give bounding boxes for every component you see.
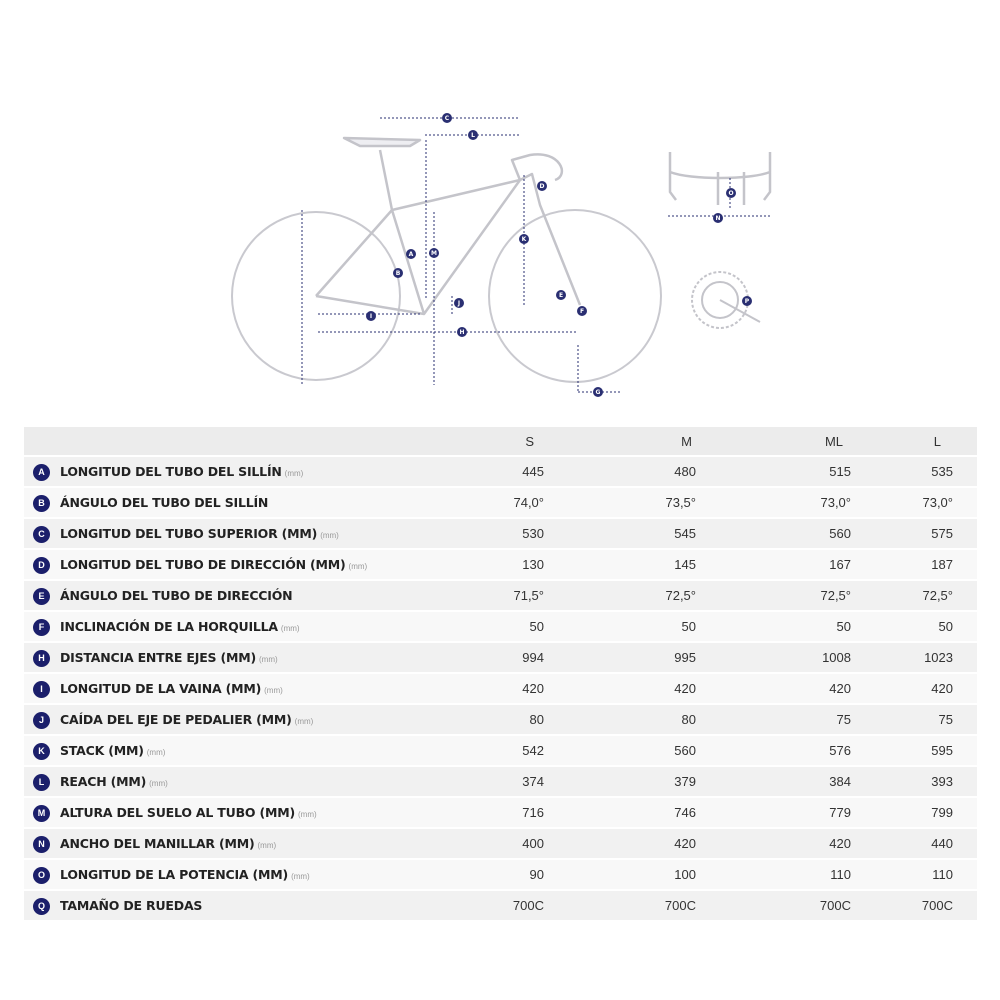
value-cell-s: 71,5° [400,580,550,611]
table-row [24,704,977,735]
row-letter-cell [24,611,60,642]
badge-g [593,387,603,397]
svg-text:E: E [558,292,564,299]
row-letter-cell [24,642,60,673]
header-blank [24,427,60,456]
row-label-cell [60,766,400,797]
dimension-letter-badge: Q [33,898,50,915]
badge-f [577,306,587,316]
value-cell-s: 445 [400,456,550,487]
value-cell-l: 535 [857,456,977,487]
row-label-cell [60,518,400,549]
row-label-cell [60,549,400,580]
badge-h [457,327,467,337]
measurement-unit: (mm) [257,840,277,850]
row-label-cell [60,487,400,518]
value-cell-ml: 700C [702,890,857,921]
value-cell-l: 393 [857,766,977,797]
value-cell-l: 440 [857,828,977,859]
value-cell-s: 530 [400,518,550,549]
row-letter-cell [24,890,60,921]
value-cell-ml: 72,5° [702,580,857,611]
value-cell-ml: 50 [702,611,857,642]
row-letter-cell [24,518,60,549]
svg-text:K: K [521,236,527,243]
measurement-label: LONGITUD DEL TUBO SUPERIOR (MM) [60,525,318,541]
value-cell-ml: 167 [702,549,857,580]
value-cell-m: 145 [550,549,702,580]
table-row [24,549,977,580]
svg-text:F: F [579,308,585,315]
badge-p [742,296,752,306]
measurement-label: CAÍDA DEL EJE DE PEDALIER (MM) [60,711,292,727]
value-cell-m: 50 [550,611,702,642]
row-label-cell [60,828,400,859]
value-cell-s: 74,0° [400,487,550,518]
table-row [24,828,977,859]
row-label-cell [60,859,400,890]
value-cell-m: 995 [550,642,702,673]
value-cell-m: 80 [550,704,702,735]
svg-text:N: N [715,215,721,222]
row-letter-cell [24,859,60,890]
svg-text:L: L [471,132,475,139]
value-cell-m: 73,5° [550,487,702,518]
value-cell-m: 100 [550,859,702,890]
value-cell-l: 187 [857,549,977,580]
measurement-unit: (mm) [149,778,168,788]
measurement-unit: (mm) [280,623,300,633]
value-cell-ml: 384 [702,766,857,797]
value-cell-m: 420 [550,828,702,859]
value-cell-ml: 73,0° [702,487,857,518]
row-letter-cell [24,580,60,611]
measurement-unit: (mm) [320,530,339,540]
svg-text:A: A [408,251,414,258]
row-label-cell [60,611,400,642]
dimension-letter-badge: C [33,526,50,543]
value-cell-m: 480 [550,456,702,487]
value-cell-s: 542 [400,735,550,766]
measurement-label: LONGITUD DEL TUBO DE DIRECCIÓN (MM) [60,556,346,572]
value-cell-s: 716 [400,797,550,828]
value-cell-ml: 515 [702,456,857,487]
svg-text:I: I [369,313,373,320]
row-letter-cell [24,487,60,518]
value-cell-ml: 576 [702,735,857,766]
row-label-cell [60,890,400,921]
value-cell-m: 420 [550,673,702,704]
table-row [24,859,977,890]
header-blank-label [60,427,400,456]
dimension-letter-badge: L [33,774,50,791]
value-cell-l: 75 [857,704,977,735]
measurement-unit: (mm) [291,871,310,881]
measurement-label: DISTANCIA ENTRE EJES (MM) [60,649,257,665]
size-header-ml: ML [702,427,857,456]
value-cell-s: 994 [400,642,550,673]
value-cell-m: 700C [550,890,702,921]
row-letter-cell [24,456,60,487]
dimension-letter-badge: I [33,681,50,698]
row-label-cell [60,735,400,766]
dimension-letter-badge: K [33,743,50,760]
badge-a [406,249,416,259]
value-cell-l: 700C [857,890,977,921]
table-row [24,673,977,704]
dimension-letter-badge: M [33,805,50,822]
row-letter-cell [24,797,60,828]
value-cell-s: 420 [400,673,550,704]
measurement-unit: (mm) [146,747,166,757]
measurement-label: TAMAÑO DE RUEDAS [60,897,203,913]
badge-n [713,213,723,223]
value-cell-m: 72,5° [550,580,702,611]
value-cell-ml: 75 [702,704,857,735]
row-letter-cell [24,549,60,580]
svg-text:J: J [457,300,461,307]
svg-text:C: C [444,115,450,122]
measurement-label: LONGITUD DE LA POTENCIA (MM) [60,866,289,882]
measurement-unit: (mm) [264,685,283,695]
table-row [24,456,977,487]
value-cell-l: 72,5° [857,580,977,611]
value-cell-l: 595 [857,735,977,766]
svg-text:P: P [744,298,750,305]
svg-text:D: D [539,183,545,190]
row-letter-cell [24,673,60,704]
table-row [24,518,977,549]
row-label-cell [60,580,400,611]
value-cell-l: 73,0° [857,487,977,518]
badge-m [429,248,439,258]
measurement-label: ÁNGULO DEL TUBO DE DIRECCIÓN [60,587,293,603]
row-label-cell [60,704,400,735]
value-cell-s: 374 [400,766,550,797]
row-letter-cell [24,704,60,735]
value-cell-ml: 420 [702,828,857,859]
value-cell-m: 560 [550,735,702,766]
svg-text:M: M [431,250,437,257]
dimension-letter-badge: E [33,588,50,605]
badge-d [537,181,547,191]
value-cell-s: 130 [400,549,550,580]
svg-text:B: B [395,270,401,277]
dimension-letter-badge: J [33,712,50,729]
measurement-unit: (mm) [298,809,317,819]
front-wheel [489,210,661,382]
measurement-label: ÁNGULO DEL TUBO DEL SILLÍN [60,494,269,510]
value-cell-l: 799 [857,797,977,828]
value-cell-l: 110 [857,859,977,890]
row-label-cell [60,797,400,828]
value-cell-ml: 560 [702,518,857,549]
value-cell-m: 746 [550,797,702,828]
value-cell-s: 700C [400,890,550,921]
row-letter-cell [24,735,60,766]
table-row [24,735,977,766]
measurement-label: REACH (MM) [60,773,147,789]
value-cell-s: 50 [400,611,550,642]
row-label-cell [60,456,400,487]
value-cell-m: 545 [550,518,702,549]
value-cell-m: 379 [550,766,702,797]
table-row [24,766,977,797]
dimension-letter-badge: H [33,650,50,667]
dimension-letter-badge: F [33,619,50,636]
value-cell-s: 80 [400,704,550,735]
row-label-cell [60,642,400,673]
row-letter-cell [24,766,60,797]
table-row [24,487,977,518]
row-label-cell [60,673,400,704]
measurement-unit: (mm) [294,716,314,726]
value-cell-ml: 110 [702,859,857,890]
table-row [24,642,977,673]
row-letter-cell [24,828,60,859]
svg-text:G: G [595,389,601,396]
measurement-label: INCLINACIÓN DE LA HORQUILLA [60,618,278,634]
measurement-unit: (mm) [284,468,304,478]
badge-c [442,113,452,123]
table-header-row [24,427,977,456]
value-cell-l: 420 [857,673,977,704]
table-body [24,456,977,921]
size-header-l: L [857,427,977,456]
badge-e [556,290,566,300]
badge-o [726,188,736,198]
value-cell-l: 50 [857,611,977,642]
badge-i [366,311,376,321]
dimension-letter-badge: D [33,557,50,574]
dimension-letter-badge: O [33,867,50,884]
handlebar-front-view [670,152,770,205]
measurement-label: LONGITUD DE LA VAINA (MM) [60,680,262,696]
value-cell-ml: 779 [702,797,857,828]
table-row [24,797,977,828]
dimension-lines [302,118,770,392]
bike-geometry-diagram [220,100,780,410]
svg-text:O: O [728,190,734,197]
measurement-unit: (mm) [259,654,278,664]
dimension-letter-badge: B [33,495,50,512]
measurement-label: ALTURA DEL SUELO AL TUBO (MM) [60,804,295,820]
bike-frame [316,138,580,314]
size-header-s: S [400,427,550,456]
dimension-letter-badge: N [33,836,50,853]
value-cell-ml: 1008 [702,642,857,673]
dimension-letter-badge: A [33,464,50,481]
svg-text:H: H [459,329,465,336]
geometry-table [24,427,977,922]
size-header-m: M [550,427,702,456]
table-row [24,580,977,611]
badge-l [468,130,478,140]
value-cell-l: 1023 [857,642,977,673]
value-cell-l: 575 [857,518,977,549]
measurement-label: STACK (MM) [60,742,144,758]
badge-b [393,268,403,278]
measurement-unit: (mm) [348,561,368,571]
value-cell-s: 400 [400,828,550,859]
value-cell-ml: 420 [702,673,857,704]
badge-j [454,298,464,308]
measurement-label: LONGITUD DEL TUBO DEL SILLÍN [60,463,282,479]
table-row [24,890,977,921]
measurement-label: ANCHO DEL MANILLAR (MM) [60,835,255,851]
value-cell-s: 90 [400,859,550,890]
badge-k [519,234,529,244]
table-row [24,611,977,642]
